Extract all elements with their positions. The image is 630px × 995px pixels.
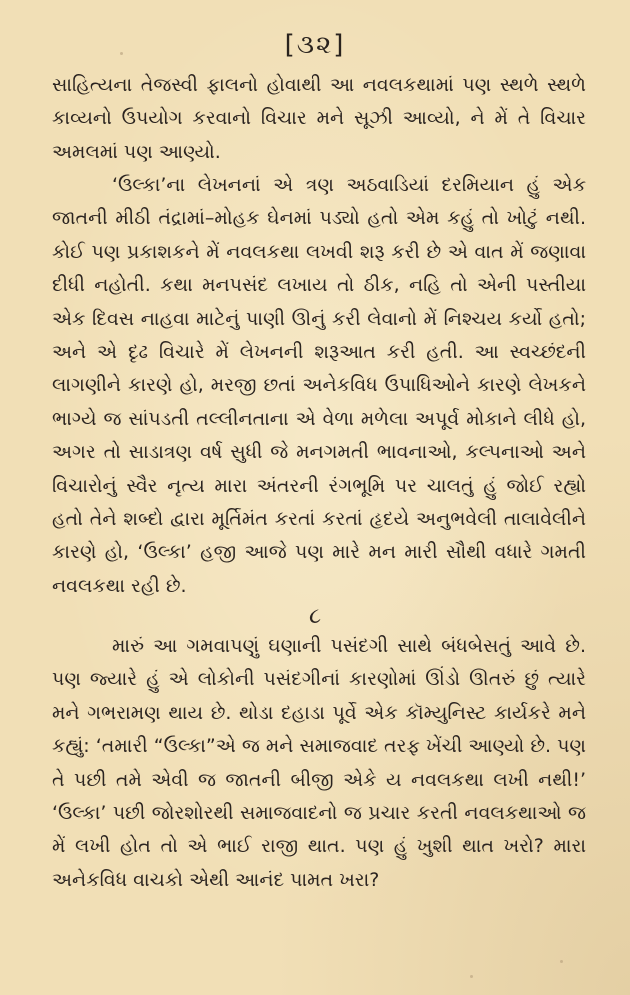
page-number: [૩૨] <box>284 30 346 60</box>
section-number: ૮ <box>308 604 322 629</box>
paragraph-3: મારું આ ગમવાપણું ઘણાની પસંદગી સાથે બંધબેસતું આવે છે. પણ જ્યારે હું એ લોકોની પસંદગીનાં કારણોમાં ઊંડો ઊતરું છું ત્યારે મને ગભરામણ થાય છે. થોડા દહાડા પૂર્વે એક કૉમ્યુનિસ્ટ કાર્યકરે મને કહ્યું: ‘તમારી “ઉલ્કા”એ જ મને સમાજવાદ તરફ ખેંચી આણ્યો છે. પણ તે પછી તમે એવી જ જાતની બીજી એકે ય નવલકથા લખી નથી!’ ‘ઉલ્કા’ પછી જોરશોરથી સમાજવાદનો જ પ્રચાર કરતી નવલકથાઓ જ મેં લખી હોત તો એ ભાઈ રાજી થાત. પણ હું ખુશી થાત ખરો? મારા અનેકવિધ વાચકો એથી આનંદ પામત ખરા? <box>52 635 586 891</box>
paper-speck <box>470 975 473 978</box>
paragraph-1: સાહિત્યના તેજસ્વી ફાલનો હોવાથી આ નવલકથામાં પણ સ્થળે સ્થળે કાવ્યનો ઉપયોગ કરવાનો વિચાર મને સૂઝી આવ્યો, ને મેં તે વિચાર અમલમાં પણ આણ્યો. <box>52 74 586 163</box>
paragraph-2: ‘ઉલ્કા’ના લેખનનાં એ ત્રણ અઠવાડિયાં દરમિયાન હું એક જાતની મીઠી તંદ્રામાં–મોહક ઘેનમાં પડ્યો હતો એમ કહું તો ખોટું નથી. કોઈ પણ પ્રકાશકને મેં નવલકથા લખવી શરૂ કરી છે એ વાત મેં જણાવા દીધી નહોતી. કથા મનપસંદ લખાય તો ઠીક, નહિ તો એની પસ્તીયા એક દિવસ નાહવા માટેનું પાણી ઊનું કરી લેવાનો મેં નિશ્ચય કર્યો હતો; અને એ દૃઢ વિચારે મેં લેખનની શરૂઆત કરી હતી. આ સ્વચ્છંદની લાગણીને કારણે હો, મરજી છતાં અનેકવિધ ઉપાધિઓને કારણે લેખકને ભાગ્યે જ સાંપડતી તલ્લીનતાના એ વેળા મળેલા અપૂર્વ મોકાને લીધે હો, અગર તો સાડાત્રણ વર્ષ સુધી જે મનગમતી ભાવનાઓ, કલ્પનાઓ અને વિચારોનું સ્વૈર નૃત્ય મારા અંતરની રંગભૂમિ પર ચાલતું હું જોઈ રહ્યો હતો તેને શબ્દો દ્વારા મૂર્તિમંત કરતાં કરતાં હૃદયે અનુભવેલી તાલાવેલીને કારણે હો, ‘ઉલ્કા’ હજી આજે પણ મારે મન મારી સૌથી વધારે ગમતી નવલકથા રહી છે. <box>52 174 586 597</box>
paper-speck <box>120 52 123 55</box>
paper-speck <box>560 960 563 963</box>
